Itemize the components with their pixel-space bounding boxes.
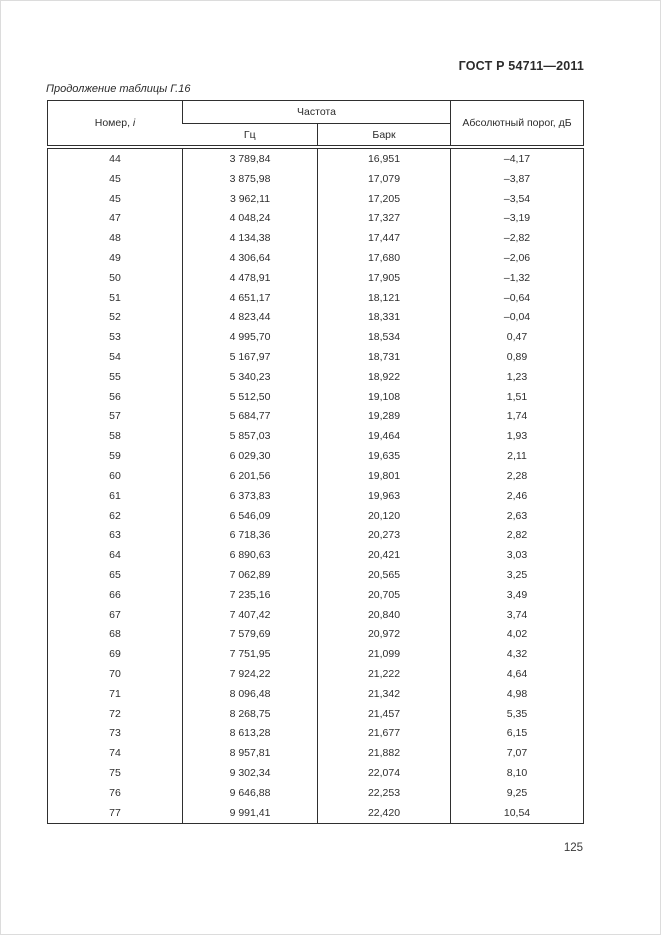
table-row bbox=[48, 783, 584, 803]
cell-number: 56 bbox=[109, 390, 121, 403]
cell-number: 47 bbox=[109, 212, 121, 225]
cell-threshold: 3,03 bbox=[451, 545, 584, 565]
table-row bbox=[48, 525, 584, 545]
cell-hz: 4 995,70 bbox=[183, 327, 318, 347]
cell-bark: 18,121 bbox=[318, 288, 451, 308]
cell-bark: 17,905 bbox=[318, 268, 451, 288]
cell-hz: 9 991,41 bbox=[183, 803, 318, 823]
cell-hz: 7 751,95 bbox=[183, 644, 318, 664]
cell-number: 75 bbox=[109, 767, 121, 780]
col-header-number-symbol: i bbox=[132, 117, 136, 129]
cell-bark: 22,253 bbox=[318, 783, 451, 803]
cell-bark: 21,099 bbox=[318, 644, 451, 664]
col-header-bark: Барк bbox=[318, 124, 451, 148]
cell-hz: 4 306,64 bbox=[183, 248, 318, 268]
table-row bbox=[48, 446, 584, 466]
cell-bark: 17,079 bbox=[318, 169, 451, 189]
table-row bbox=[48, 724, 584, 744]
table-row bbox=[48, 664, 584, 684]
cell-threshold: –4,17 bbox=[451, 147, 584, 169]
cell-bark: 20,565 bbox=[318, 565, 451, 585]
cell-threshold: –2,06 bbox=[451, 248, 584, 268]
table-row bbox=[48, 605, 584, 625]
cell-bark: 17,447 bbox=[318, 228, 451, 248]
cell-threshold: 6,15 bbox=[451, 724, 584, 744]
cell-hz: 4 651,17 bbox=[183, 288, 318, 308]
cell-number: 45 bbox=[109, 192, 121, 205]
table-body bbox=[48, 147, 584, 823]
col-header-frequency-group: Частота bbox=[183, 101, 451, 124]
cell-number: 52 bbox=[109, 311, 121, 324]
cell-bark: 17,680 bbox=[318, 248, 451, 268]
cell-hz: 9 302,34 bbox=[183, 763, 318, 783]
cell-number: 62 bbox=[109, 509, 121, 522]
cell-bark: 19,464 bbox=[318, 426, 451, 446]
cell-hz: 7 235,16 bbox=[183, 585, 318, 605]
cell-hz: 5 167,97 bbox=[183, 347, 318, 367]
cell-hz: 4 048,24 bbox=[183, 208, 318, 228]
table-row bbox=[48, 743, 584, 763]
cell-number: 60 bbox=[109, 469, 121, 482]
cell-hz: 3 789,84 bbox=[183, 147, 318, 169]
cell-number: 71 bbox=[109, 687, 121, 700]
cell-threshold: 2,46 bbox=[451, 486, 584, 506]
cell-bark: 22,074 bbox=[318, 763, 451, 783]
cell-hz: 9 646,88 bbox=[183, 783, 318, 803]
cell-hz: 5 512,50 bbox=[183, 387, 318, 407]
cell-bark: 19,801 bbox=[318, 466, 451, 486]
cell-threshold: 1,23 bbox=[451, 367, 584, 387]
table-row bbox=[48, 268, 584, 288]
cell-number: 58 bbox=[109, 430, 121, 443]
cell-hz: 5 684,77 bbox=[183, 407, 318, 427]
table-row bbox=[48, 327, 584, 347]
cell-hz: 8 096,48 bbox=[183, 684, 318, 704]
standard-number: ГОСТ Р 54711—2011 bbox=[458, 59, 584, 73]
cell-number: 53 bbox=[109, 331, 121, 344]
cell-bark: 19,635 bbox=[318, 446, 451, 466]
cell-threshold: –2,82 bbox=[451, 228, 584, 248]
table-row bbox=[48, 704, 584, 724]
cell-number: 55 bbox=[109, 370, 121, 383]
col-header-threshold: Абсолютный порог, дБ bbox=[451, 101, 584, 148]
cell-bark: 17,205 bbox=[318, 189, 451, 209]
cell-number: 54 bbox=[109, 351, 121, 364]
cell-number: 48 bbox=[109, 232, 121, 245]
cell-number: 70 bbox=[109, 668, 121, 681]
cell-hz: 6 718,36 bbox=[183, 525, 318, 545]
cell-bark: 19,963 bbox=[318, 486, 451, 506]
table-row bbox=[48, 426, 584, 446]
cell-number: 77 bbox=[109, 806, 121, 819]
cell-number: 65 bbox=[109, 568, 121, 581]
cell-threshold: –3,54 bbox=[451, 189, 584, 209]
cell-number: 59 bbox=[109, 450, 121, 463]
cell-hz: 5 857,03 bbox=[183, 426, 318, 446]
cell-bark: 20,421 bbox=[318, 545, 451, 565]
cell-number: 51 bbox=[109, 291, 121, 304]
cell-threshold: 1,51 bbox=[451, 387, 584, 407]
table-row bbox=[48, 288, 584, 308]
cell-number: 67 bbox=[109, 608, 121, 621]
table-header bbox=[48, 101, 584, 148]
cell-threshold: 10,54 bbox=[451, 803, 584, 823]
cell-hz: 6 546,09 bbox=[183, 506, 318, 526]
cell-bark: 18,922 bbox=[318, 367, 451, 387]
cell-threshold: –0,04 bbox=[451, 308, 584, 328]
cell-threshold: 2,63 bbox=[451, 506, 584, 526]
cell-number: 69 bbox=[109, 648, 121, 661]
cell-threshold: 0,89 bbox=[451, 347, 584, 367]
cell-bark: 16,951 bbox=[318, 147, 451, 169]
table-row bbox=[48, 625, 584, 645]
cell-bark: 18,534 bbox=[318, 327, 451, 347]
cell-hz: 3 962,11 bbox=[183, 189, 318, 209]
cell-number: 45 bbox=[109, 172, 121, 185]
cell-hz: 4 134,38 bbox=[183, 228, 318, 248]
table-row bbox=[48, 506, 584, 526]
table-row bbox=[48, 147, 584, 169]
cell-number: 66 bbox=[109, 588, 121, 601]
table-row bbox=[48, 308, 584, 328]
cell-number: 49 bbox=[109, 251, 121, 264]
cell-hz: 8 957,81 bbox=[183, 743, 318, 763]
cell-threshold: 3,25 bbox=[451, 565, 584, 585]
cell-threshold: 4,64 bbox=[451, 664, 584, 684]
cell-threshold: 9,25 bbox=[451, 783, 584, 803]
cell-bark: 17,327 bbox=[318, 208, 451, 228]
table-row bbox=[48, 228, 584, 248]
cell-hz: 8 268,75 bbox=[183, 704, 318, 724]
cell-number: 44 bbox=[109, 152, 121, 165]
table-row bbox=[48, 189, 584, 209]
page-number: 125 bbox=[563, 842, 583, 854]
cell-bark: 21,677 bbox=[318, 724, 451, 744]
table-row bbox=[48, 803, 584, 823]
cell-number: 50 bbox=[109, 271, 121, 284]
cell-threshold: 8,10 bbox=[451, 763, 584, 783]
cell-threshold: –3,87 bbox=[451, 169, 584, 189]
cell-number: 68 bbox=[109, 628, 121, 641]
table-row bbox=[48, 585, 584, 605]
cell-bark: 22,420 bbox=[318, 803, 451, 823]
table-row bbox=[48, 347, 584, 367]
cell-bark: 21,222 bbox=[318, 664, 451, 684]
cell-bark: 20,840 bbox=[318, 605, 451, 625]
cell-hz: 6 373,83 bbox=[183, 486, 318, 506]
cell-bark: 20,273 bbox=[318, 525, 451, 545]
cell-hz: 6 029,30 bbox=[183, 446, 318, 466]
cell-number: 76 bbox=[109, 786, 121, 799]
cell-bark: 21,882 bbox=[318, 743, 451, 763]
table-row bbox=[48, 565, 584, 585]
cell-number: 57 bbox=[109, 410, 121, 423]
cell-bark: 21,457 bbox=[318, 704, 451, 724]
cell-threshold: –1,32 bbox=[451, 268, 584, 288]
cell-hz: 7 407,42 bbox=[183, 605, 318, 625]
cell-bark: 19,108 bbox=[318, 387, 451, 407]
cell-threshold: 2,11 bbox=[451, 446, 584, 466]
col-header-hz: Гц bbox=[243, 128, 256, 141]
cell-bark: 21,342 bbox=[318, 684, 451, 704]
table-row bbox=[48, 169, 584, 189]
cell-hz: 4 478,91 bbox=[183, 268, 318, 288]
cell-threshold: 1,93 bbox=[451, 426, 584, 446]
col-header-number-label: Номер, bbox=[94, 117, 133, 129]
cell-threshold: –3,19 bbox=[451, 208, 584, 228]
table-row bbox=[48, 545, 584, 565]
table-row bbox=[48, 208, 584, 228]
cell-threshold: –0,64 bbox=[451, 288, 584, 308]
cell-threshold: 2,28 bbox=[451, 466, 584, 486]
cell-threshold: 7,07 bbox=[451, 743, 584, 763]
cell-bark: 20,120 bbox=[318, 506, 451, 526]
table-row bbox=[48, 367, 584, 387]
cell-hz: 7 924,22 bbox=[183, 664, 318, 684]
table-row bbox=[48, 248, 584, 268]
table-continuation-caption: Продолжение таблицы Г.16 bbox=[46, 83, 191, 95]
cell-hz: 6 201,56 bbox=[183, 466, 318, 486]
table-row bbox=[48, 763, 584, 783]
cell-threshold: 4,02 bbox=[451, 625, 584, 645]
table-row bbox=[48, 684, 584, 704]
cell-number: 64 bbox=[109, 549, 121, 562]
cell-threshold: 3,49 bbox=[451, 585, 584, 605]
cell-number: 72 bbox=[109, 707, 121, 720]
cell-bark: 20,705 bbox=[318, 585, 451, 605]
cell-hz: 7 579,69 bbox=[183, 625, 318, 645]
cell-bark: 18,331 bbox=[318, 308, 451, 328]
col-header-number bbox=[48, 101, 183, 148]
cell-threshold: 3,74 bbox=[451, 605, 584, 625]
cell-threshold: 4,98 bbox=[451, 684, 584, 704]
table-row bbox=[48, 407, 584, 427]
cell-number: 63 bbox=[109, 529, 121, 542]
cell-threshold: 2,82 bbox=[451, 525, 584, 545]
cell-threshold: 5,35 bbox=[451, 704, 584, 724]
cell-bark: 20,972 bbox=[318, 625, 451, 645]
cell-hz: 6 890,63 bbox=[183, 545, 318, 565]
table-row bbox=[48, 486, 584, 506]
cell-threshold: 1,74 bbox=[451, 407, 584, 427]
table-row bbox=[48, 387, 584, 407]
cell-threshold: 4,32 bbox=[451, 644, 584, 664]
cell-number: 74 bbox=[109, 747, 121, 760]
cell-number: 73 bbox=[109, 727, 121, 740]
cell-hz: 4 823,44 bbox=[183, 308, 318, 328]
cell-bark: 18,731 bbox=[318, 347, 451, 367]
table-row bbox=[48, 466, 584, 486]
cell-hz: 5 340,23 bbox=[183, 367, 318, 387]
cell-threshold: 0,47 bbox=[451, 327, 584, 347]
cell-hz: 3 875,98 bbox=[183, 169, 318, 189]
cell-hz: 7 062,89 bbox=[183, 565, 318, 585]
cell-bark: 19,289 bbox=[318, 407, 451, 427]
cell-hz: 8 613,28 bbox=[183, 724, 318, 744]
cell-number: 61 bbox=[109, 489, 121, 502]
frequency-threshold-table bbox=[47, 100, 584, 824]
table-row bbox=[48, 644, 584, 664]
